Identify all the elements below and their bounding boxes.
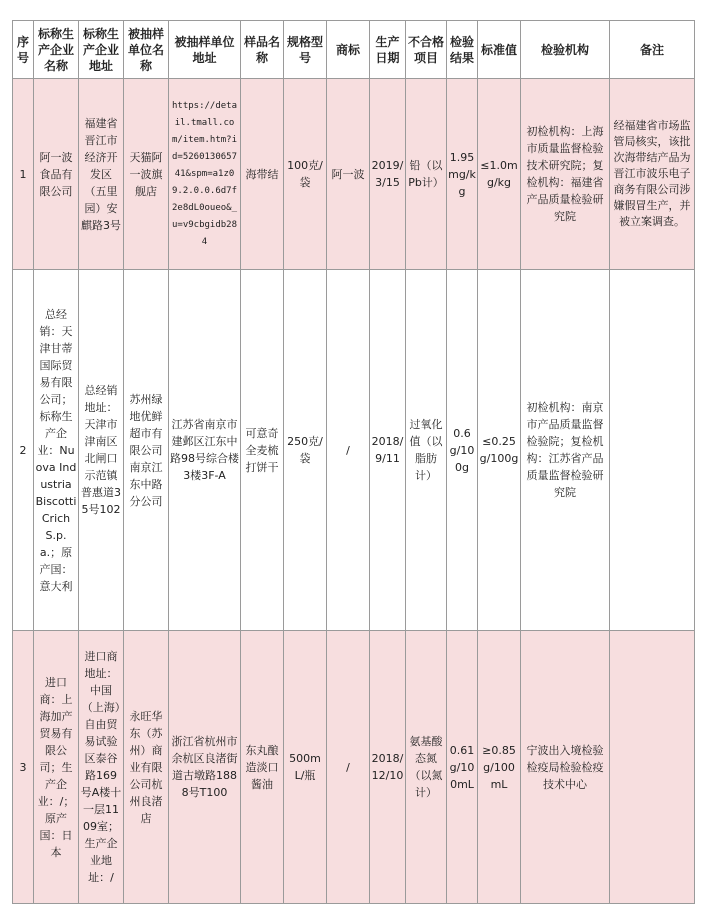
cell-result: 0.6g/100g — [447, 270, 478, 631]
cell-sampled-addr: https://detail.tmall.com/item.htm?id=526013065741&spm=a1z09.2.0.0.6d7f2e8dL0oueo&_u=v9cbgidb284 — [169, 79, 241, 270]
cell-mfr-addr: 进口商地址：中国（上海）自由贸易试验区泰谷路169号A楼十一层1109室；生产企业地址：/ — [79, 631, 124, 904]
cell-brand: / — [327, 270, 370, 631]
header-cell-sample: 样品名称 — [241, 21, 284, 79]
cell-mfr-name: 进口商：上海加产贸易有限公司；生产企业：/；原产国：日本 — [34, 631, 79, 904]
cell-no: 3 — [13, 631, 34, 904]
header-cell-sampled-addr: 被抽样单位地址 — [169, 21, 241, 79]
cell-remark — [610, 270, 695, 631]
table-row — [13, 631, 695, 904]
header-cell-mfr-name: 标称生产企业名称 — [34, 21, 79, 79]
header-cell-date: 生产日期 — [370, 21, 406, 79]
header-cell-result: 检验结果 — [447, 21, 478, 79]
header-cell-mfr-addr: 标称生产企业地址 — [79, 21, 124, 79]
inspection-table-sheet — [12, 20, 694, 904]
cell-brand: 阿一波 — [327, 79, 370, 270]
cell-sampled-name: 天猫阿一波旗舰店 — [124, 79, 169, 270]
header-cell-standard: 标准值 — [478, 21, 521, 79]
cell-sampled-addr: 浙江省杭州市余杭区良渚街道古墩路1888号T100 — [169, 631, 241, 904]
cell-agency: 初检机构：南京市产品质量监督检验院；复检机构：江苏省产品质量监督检验研究院 — [521, 270, 610, 631]
cell-date: 2018/9/11 — [370, 270, 406, 631]
cell-standard: ≤1.0mg/kg — [478, 79, 521, 270]
header-cell-no: 序号 — [13, 21, 34, 79]
cell-remark — [610, 631, 695, 904]
cell-mfr-name: 阿一波食品有限公司 — [34, 79, 79, 270]
cell-sampled-name: 苏州绿地优鲜超市有限公司南京江东中路分公司 — [124, 270, 169, 631]
cell-agency: 宁波出入境检验检疫局检验检疫技术中心 — [521, 631, 610, 904]
cell-spec: 500mL/瓶 — [284, 631, 327, 904]
header-cell-item: 不合格项目 — [406, 21, 447, 79]
cell-result: 1.95mg/kg — [447, 79, 478, 270]
cell-no: 2 — [13, 270, 34, 631]
table-row — [13, 79, 695, 270]
cell-remark: 经福建省市场监管局核实，该批次海带结产品为晋江市波乐电子商务有限公司涉嫌假冒生产，并被立案调查。 — [610, 79, 695, 270]
cell-result: 0.61g/100mL — [447, 631, 478, 904]
cell-sampled-addr: 江苏省南京市建邺区江东中路98号综合楼3楼3F-A — [169, 270, 241, 631]
cell-mfr-name: 总经销：天津甘蒂国际贸易有限公司；标称生产企业：Nuova Industria Biscotti Crich S.p.a.；原产国：意大利 — [34, 270, 79, 631]
cell-mfr-addr: 福建省晋江市经济开发区（五里园）安麒路3号 — [79, 79, 124, 270]
cell-mfr-addr: 总经销地址：天津市津南区北闸口示范镇普惠道35号102 — [79, 270, 124, 631]
cell-spec: 100克/袋 — [284, 79, 327, 270]
cell-date: 2018/12/10 — [370, 631, 406, 904]
cell-sample: 东丸酿造淡口酱油 — [241, 631, 284, 904]
inspection-table — [12, 20, 695, 904]
cell-brand: / — [327, 631, 370, 904]
header-cell-spec: 规格型号 — [284, 21, 327, 79]
cell-spec: 250克/袋 — [284, 270, 327, 631]
cell-date: 2019/3/15 — [370, 79, 406, 270]
header-cell-agency: 检验机构 — [521, 21, 610, 79]
cell-standard: ≤0.25g/100g — [478, 270, 521, 631]
cell-standard: ≥0.85g/100mL — [478, 631, 521, 904]
cell-sample: 可意奇 全麦梳打饼干 — [241, 270, 284, 631]
header-cell-remark: 备注 — [610, 21, 695, 79]
header-cell-sampled-name: 被抽样单位名称 — [124, 21, 169, 79]
cell-sample: 海带结 — [241, 79, 284, 270]
cell-agency: 初检机构：上海市质量监督检验技术研究院；复检机构：福建省产品质量检验研究院 — [521, 79, 610, 270]
table-row — [13, 270, 695, 631]
cell-item: 氨基酸态氮（以氮计） — [406, 631, 447, 904]
table-header-row — [13, 21, 695, 79]
cell-sampled-name: 永旺华东（苏州）商业有限公司杭州良渚店 — [124, 631, 169, 904]
header-cell-brand: 商标 — [327, 21, 370, 79]
cell-item: 过氧化值（以脂肪计） — [406, 270, 447, 631]
cell-no: 1 — [13, 79, 34, 270]
cell-item: 铅（以Pb计） — [406, 79, 447, 270]
